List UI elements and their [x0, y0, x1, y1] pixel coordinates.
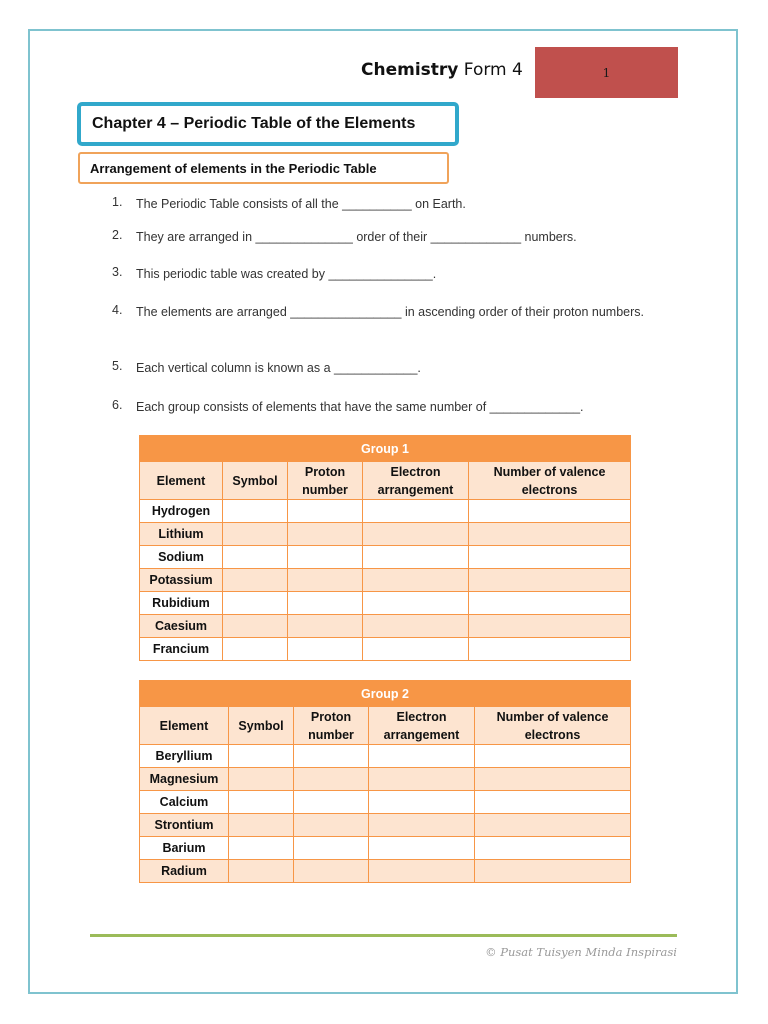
question-text: This periodic table was created by _______________. [136, 267, 437, 281]
blank-cell [475, 768, 631, 791]
question-item [112, 359, 677, 377]
question-number: 3. [112, 265, 123, 279]
blank-cell [469, 569, 631, 592]
blank-cell [369, 837, 475, 860]
element-name: Calcium [140, 791, 229, 814]
element-name: Francium [140, 638, 223, 661]
blank-cell [363, 615, 469, 638]
blank-cell [294, 791, 369, 814]
table-row [140, 523, 631, 546]
blank-cell [223, 638, 288, 661]
blank-cell [288, 569, 363, 592]
group2-table [139, 680, 631, 883]
element-name: Rubidium [140, 592, 223, 615]
blank-cell [229, 860, 294, 883]
table-row [140, 768, 631, 791]
blank-cell [229, 814, 294, 837]
blank-cell [469, 615, 631, 638]
question-text: The elements are arranged ________________ in ascending order of their proton numbers. [136, 305, 644, 319]
table-row [140, 592, 631, 615]
table-row [140, 837, 631, 860]
blank-cell [288, 546, 363, 569]
blank-cell [288, 615, 363, 638]
blank-cell [363, 546, 469, 569]
element-name: Sodium [140, 546, 223, 569]
question-item [112, 398, 677, 416]
blank-cell [363, 569, 469, 592]
table-row [140, 546, 631, 569]
blank-cell [369, 768, 475, 791]
blank-cell [469, 500, 631, 523]
blank-cell [469, 638, 631, 661]
blank-cell [469, 592, 631, 615]
header-electron-arrangement: Electron arrangement [369, 707, 475, 745]
blank-cell [229, 768, 294, 791]
blank-cell [369, 814, 475, 837]
element-name: Beryllium [140, 745, 229, 768]
page-number-badge [535, 47, 678, 98]
question-text: Each group consists of elements that have the same number of _____________. [136, 400, 584, 414]
blank-cell [229, 745, 294, 768]
page-number: 1 [602, 65, 611, 80]
element-name: Hydrogen [140, 500, 223, 523]
question-item [112, 265, 677, 283]
blank-cell [363, 592, 469, 615]
header-element: Element [140, 707, 229, 745]
element-name: Potassium [140, 569, 223, 592]
blank-cell [294, 745, 369, 768]
question-number: 5. [112, 359, 123, 373]
element-name: Barium [140, 837, 229, 860]
element-name: Caesium [140, 615, 223, 638]
blank-cell [363, 523, 469, 546]
footer-divider [90, 934, 677, 937]
element-name: Lithium [140, 523, 223, 546]
section-title: Arrangement of elements in the Periodic Table [90, 160, 377, 176]
blank-cell [469, 523, 631, 546]
blank-cell [288, 592, 363, 615]
question-number: 1. [112, 195, 123, 209]
header-element: Element [140, 462, 223, 500]
blank-cell [229, 837, 294, 860]
subject-title: Chemistry [361, 60, 459, 80]
blank-cell [475, 860, 631, 883]
header-proton-number: Proton number [288, 462, 363, 500]
blank-cell [369, 791, 475, 814]
table-row [140, 638, 631, 661]
blank-cell [288, 523, 363, 546]
element-name: Magnesium [140, 768, 229, 791]
blank-cell [294, 768, 369, 791]
table-row [140, 500, 631, 523]
document-header [361, 60, 523, 80]
blank-cell [229, 791, 294, 814]
question-number: 6. [112, 398, 123, 412]
header-valence-electrons: Number of valence electrons [469, 462, 631, 500]
table-row [140, 860, 631, 883]
group2-title: Group 2 [140, 681, 631, 707]
question-number: 2. [112, 228, 123, 242]
element-name: Strontium [140, 814, 229, 837]
table-row [140, 569, 631, 592]
blank-cell [475, 837, 631, 860]
group1-table [139, 435, 631, 661]
blank-cell [475, 814, 631, 837]
blank-cell [223, 615, 288, 638]
question-item [112, 195, 677, 213]
blank-cell [369, 860, 475, 883]
blank-cell [369, 745, 475, 768]
table-row [140, 615, 631, 638]
blank-cell [363, 638, 469, 661]
table-row [140, 791, 631, 814]
question-text: The Periodic Table consists of all the __________ on Earth. [136, 197, 466, 211]
question-text: They are arranged in ______________ order of their _____________ numbers. [136, 230, 577, 244]
blank-cell [223, 592, 288, 615]
header-valence-electrons: Number of valence electrons [475, 707, 631, 745]
blank-cell [475, 745, 631, 768]
blank-cell [223, 546, 288, 569]
element-name: Radium [140, 860, 229, 883]
question-item [112, 228, 677, 246]
blank-cell [469, 546, 631, 569]
header-symbol: Symbol [223, 462, 288, 500]
blank-cell [288, 500, 363, 523]
header-proton-number: Proton number [294, 707, 369, 745]
form-label: Form 4 [463, 60, 523, 80]
section-title-box [78, 152, 449, 184]
blank-cell [363, 500, 469, 523]
header-symbol: Symbol [229, 707, 294, 745]
blank-cell [288, 638, 363, 661]
blank-cell [294, 837, 369, 860]
chapter-title: Chapter 4 – Periodic Table of the Elements [92, 115, 416, 132]
blank-cell [294, 814, 369, 837]
blank-cell [223, 500, 288, 523]
blank-cell [223, 569, 288, 592]
group1-title: Group 1 [140, 436, 631, 462]
footer-copyright: © Pusat Tuisyen Minda Inspirasi [485, 945, 677, 959]
question-number: 4. [112, 303, 123, 317]
chapter-title-box [77, 102, 459, 146]
blank-cell [475, 791, 631, 814]
question-text: Each vertical column is known as a ____________. [136, 361, 421, 375]
table-row [140, 814, 631, 837]
blank-cell [223, 523, 288, 546]
question-item [112, 303, 677, 321]
header-electron-arrangement: Electron arrangement [363, 462, 469, 500]
table-row [140, 745, 631, 768]
blank-cell [294, 860, 369, 883]
